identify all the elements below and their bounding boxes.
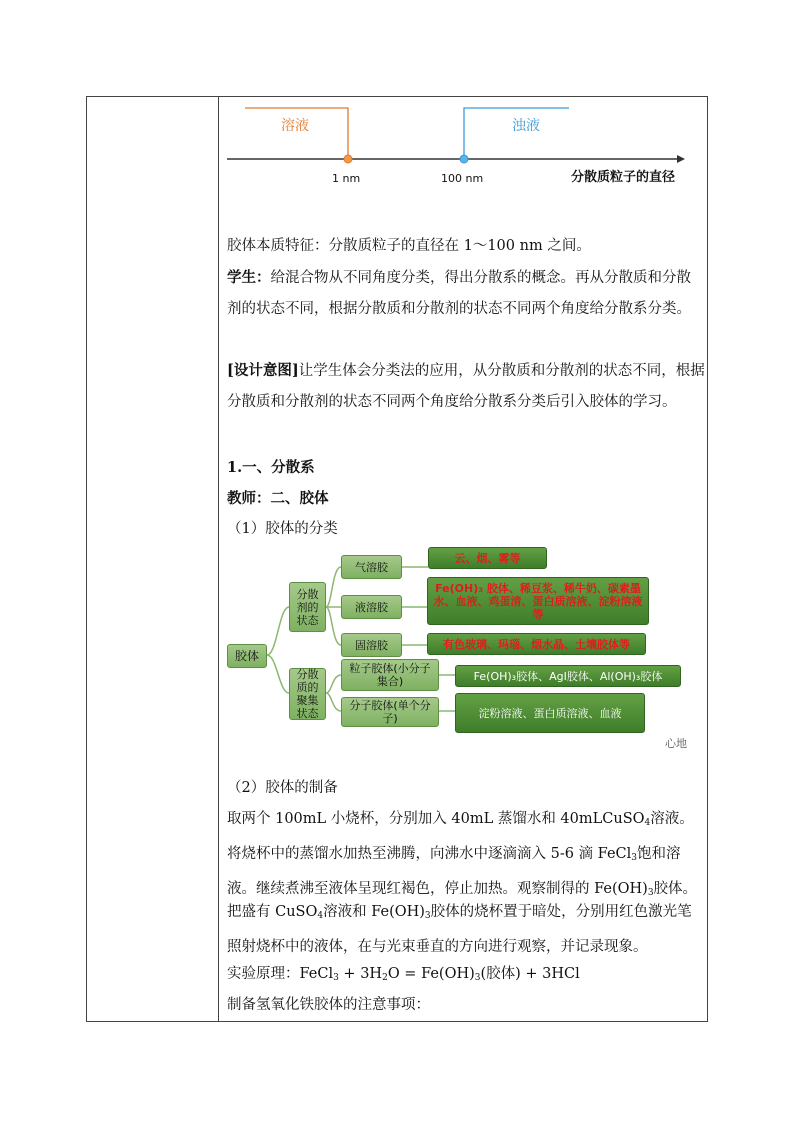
map-molecular-colloid: 分子胶体(单个分子)	[341, 697, 439, 727]
tick-1nm-dot	[344, 155, 352, 163]
tick-100nm-dot	[460, 155, 468, 163]
map-leaf-particle-colloid-examples: Fe(OH)₃胶体、AgI胶体、Al(OH)₃胶体	[455, 665, 681, 687]
obs-text-a: 把盛有 CuSO	[227, 904, 318, 920]
preparation-paragraph	[227, 804, 705, 909]
eq-a: 实验原理：FeCl	[227, 966, 334, 982]
student-lead: 学生：	[227, 269, 271, 286]
experiment-principle	[227, 959, 705, 994]
tick-1nm-label: 1 nm	[332, 172, 361, 185]
eq-c: O = Fe(OH)	[387, 966, 475, 982]
map-leaf-liquid-sol-examples: Fe(OH)₃ 胶体、稀豆浆、稀牛奶、碳素墨水、血液、鸡蛋清、蛋白质溶液、淀粉溶液等	[427, 577, 649, 625]
eq-d: (胶体) + 3HCl	[480, 966, 580, 982]
prep-text-a: 取两个 100mL 小烧杯，分别加入 40mL 蒸馏水和 40mLCuSO	[227, 811, 645, 827]
lesson-table	[86, 96, 708, 1022]
prep-sub-a: 4	[644, 818, 651, 828]
heading-colloid: 教师：二、胶体	[227, 490, 329, 507]
map-branch-dispersant-state: 分散剂的状态	[289, 582, 326, 632]
prep-text-c: 饱和溶液。继续煮沸至液体呈现红褐色，停止加热。观察制得的 Fe(OH)	[227, 846, 681, 897]
small-stamp-graphic: 心地	[665, 737, 687, 750]
eq-sub-b: 2	[382, 973, 388, 983]
heading-colloid-preparation: （2）胶体的制备	[227, 780, 338, 796]
particle-size-number-line	[227, 97, 705, 197]
obs-text-b: 溶液和 Fe(OH)	[323, 904, 425, 920]
obs-text-c: 胶体的烧杯置于暗处，分别用红色激光笔照射烧杯中的液体，在与光束垂直的方向进行观察，并记录现象。	[227, 904, 692, 955]
map-root-colloid: 胶体	[227, 644, 267, 668]
observation-paragraph	[227, 897, 705, 963]
student-text: 给混合物从不同角度分类，得出分散系的概念。再从分散质和分散剂的状态不同，根据分散质和分散剂的状态不同两个角度给分散系分类。	[227, 270, 691, 317]
student-paragraph	[227, 262, 705, 325]
content-cell	[227, 97, 705, 1021]
design-intent-text: 让学生体会分类法的应用，从分散质和分散剂的状态不同，根据分散质和分散剂的状态不同两个角度给分散系分类后引入胶体的学习。	[227, 363, 705, 410]
obs-sub-a: 4	[317, 911, 324, 921]
prep-sub-c: 3	[647, 888, 654, 898]
design-intent-lead: [设计意图]	[227, 362, 299, 379]
suspension-label: 浊液	[512, 118, 540, 134]
axis-arrow	[677, 155, 685, 163]
map-branch-aggregation-state: 分散质的聚集状态	[289, 668, 326, 720]
eq-sub-a: 3	[333, 973, 339, 983]
colloid-classification-map	[227, 547, 705, 750]
prep-sub-b: 3	[631, 853, 637, 863]
colloid-essence-line: 胶体本质特征：分散质粒子的直径在 1～100 nm 之间。	[227, 238, 591, 254]
prep-text-d: 胶体。	[653, 881, 698, 897]
eq-sub-c: 3	[474, 973, 481, 983]
heading-colloid-classification: （1）胶体的分类	[227, 521, 338, 537]
map-aerosol: 气溶胶	[341, 555, 402, 579]
prep-text-b: 溶液。将烧杯中的蒸馏水加热至沸腾，向沸水中逐滴滴入 5-6 滴 FeCl	[227, 811, 694, 862]
map-leaf-solid-sol-examples: 有色玻璃、玛瑙、烟水晶、土壤胶体等	[427, 633, 646, 655]
eq-b: + 3H	[338, 966, 383, 982]
map-liquid-sol: 液溶胶	[341, 595, 402, 619]
map-solid-sol: 固溶胶	[341, 633, 402, 657]
precautions-heading: 制备氢氧化铁胶体的注意事项：	[227, 997, 430, 1013]
column-divider	[218, 97, 219, 1021]
solution-label: 溶液	[281, 118, 309, 134]
axis-title: 分散质粒子的直径	[571, 170, 676, 185]
design-intent-paragraph	[227, 355, 705, 418]
colloid-essence-text	[227, 231, 705, 262]
tick-100nm-label: 100 nm	[441, 172, 484, 185]
heading-dispersion-system: 1.一、分散系	[227, 459, 315, 476]
obs-sub-b: 3	[424, 911, 431, 921]
map-particle-colloid: 粒子胶体(小分子集合)	[341, 659, 439, 691]
map-leaf-aerosol-examples: 云、烟、雾等	[428, 547, 547, 569]
map-leaf-molecular-colloid-examples: 淀粉溶液、蛋白质溶液、血液	[455, 693, 645, 733]
